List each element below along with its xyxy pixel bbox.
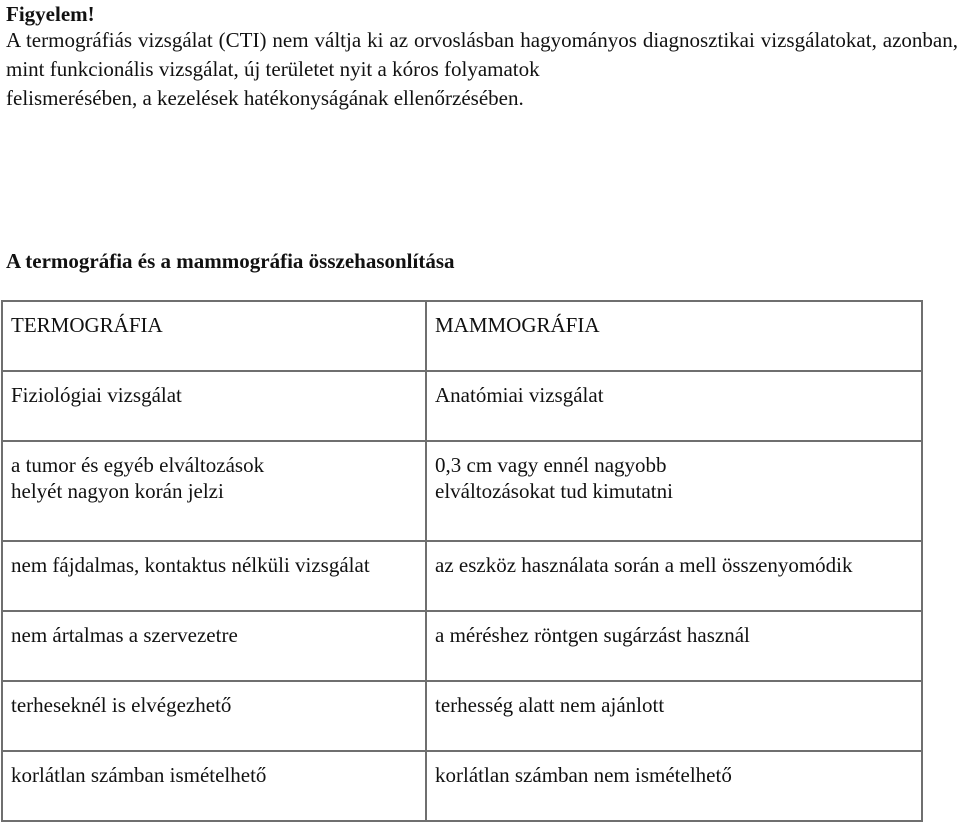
table-cell-thermography [2,681,426,751]
notice-paragraph [6,26,958,113]
notice-text-line-3: felismerésében, a kezelések hatékonyságának ellenőrzésében. [6,86,524,110]
cell-text: 0,3 cm vagy ennél nagyobb [435,453,667,477]
notice-title: Figyelem! [6,2,95,26]
table-row [2,371,922,441]
comparison-title: A termográfia és a mammográfia összehasonlítása [6,249,455,273]
table-cell-mammography [426,441,922,541]
cell-text: a méréshez röntgen sugárzást használ [435,623,750,647]
cell-text: nem fájdalmas, kontaktus nélküli vizsgálat [11,553,370,577]
table-cell-mammography [426,751,922,821]
header-mammography [426,301,922,371]
table-cell-thermography [2,611,426,681]
notice-text-line-2: vizsgálatokat, azonban, mint funkcionális vizsgálat, új területet nyit a kóros folyamatok [6,28,958,81]
table-row [2,441,922,541]
header-thermography [2,301,426,371]
cell-text: elváltozásokat tud kimutatni [435,479,673,503]
notice-text-line-1: A termográfiás vizsgálat (CTI) nem váltja ki az orvoslásban hagyományos diagnosztikai [6,28,755,52]
table-cell-thermography [2,371,426,441]
cell-text: Fiziológiai vizsgálat [11,383,182,407]
table-cell-mammography [426,541,922,611]
table-row [2,611,922,681]
cell-text: Anatómiai vizsgálat [435,383,604,407]
cell-text: terhesség alatt nem ajánlott [435,693,665,717]
table-cell-mammography [426,681,922,751]
table-header-row [2,301,922,371]
table-cell-thermography [2,441,426,541]
table-cell-mammography [426,611,922,681]
header-label: MAMMOGRÁFIA [435,313,600,337]
cell-text: korlátlan számban nem ismételhető [435,763,732,787]
cell-text: nem ártalmas a szervezetre [11,623,238,647]
cell-text: terheseknél is elvégezhető [11,693,232,717]
table-cell-thermography [2,751,426,821]
table-cell-mammography [426,371,922,441]
comparison-table [1,300,923,822]
table-cell-thermography [2,541,426,611]
table-row [2,681,922,751]
cell-text: a tumor és egyéb elváltozások [11,453,265,477]
table-row [2,541,922,611]
table-row [2,751,922,821]
cell-text: helyét nagyon korán jelzi [11,479,224,503]
header-label: TERMOGRÁFIA [11,313,163,337]
cell-text: korlátlan számban ismételhető [11,763,267,787]
cell-text: az eszköz használata során a mell összenyomódik [435,553,853,577]
